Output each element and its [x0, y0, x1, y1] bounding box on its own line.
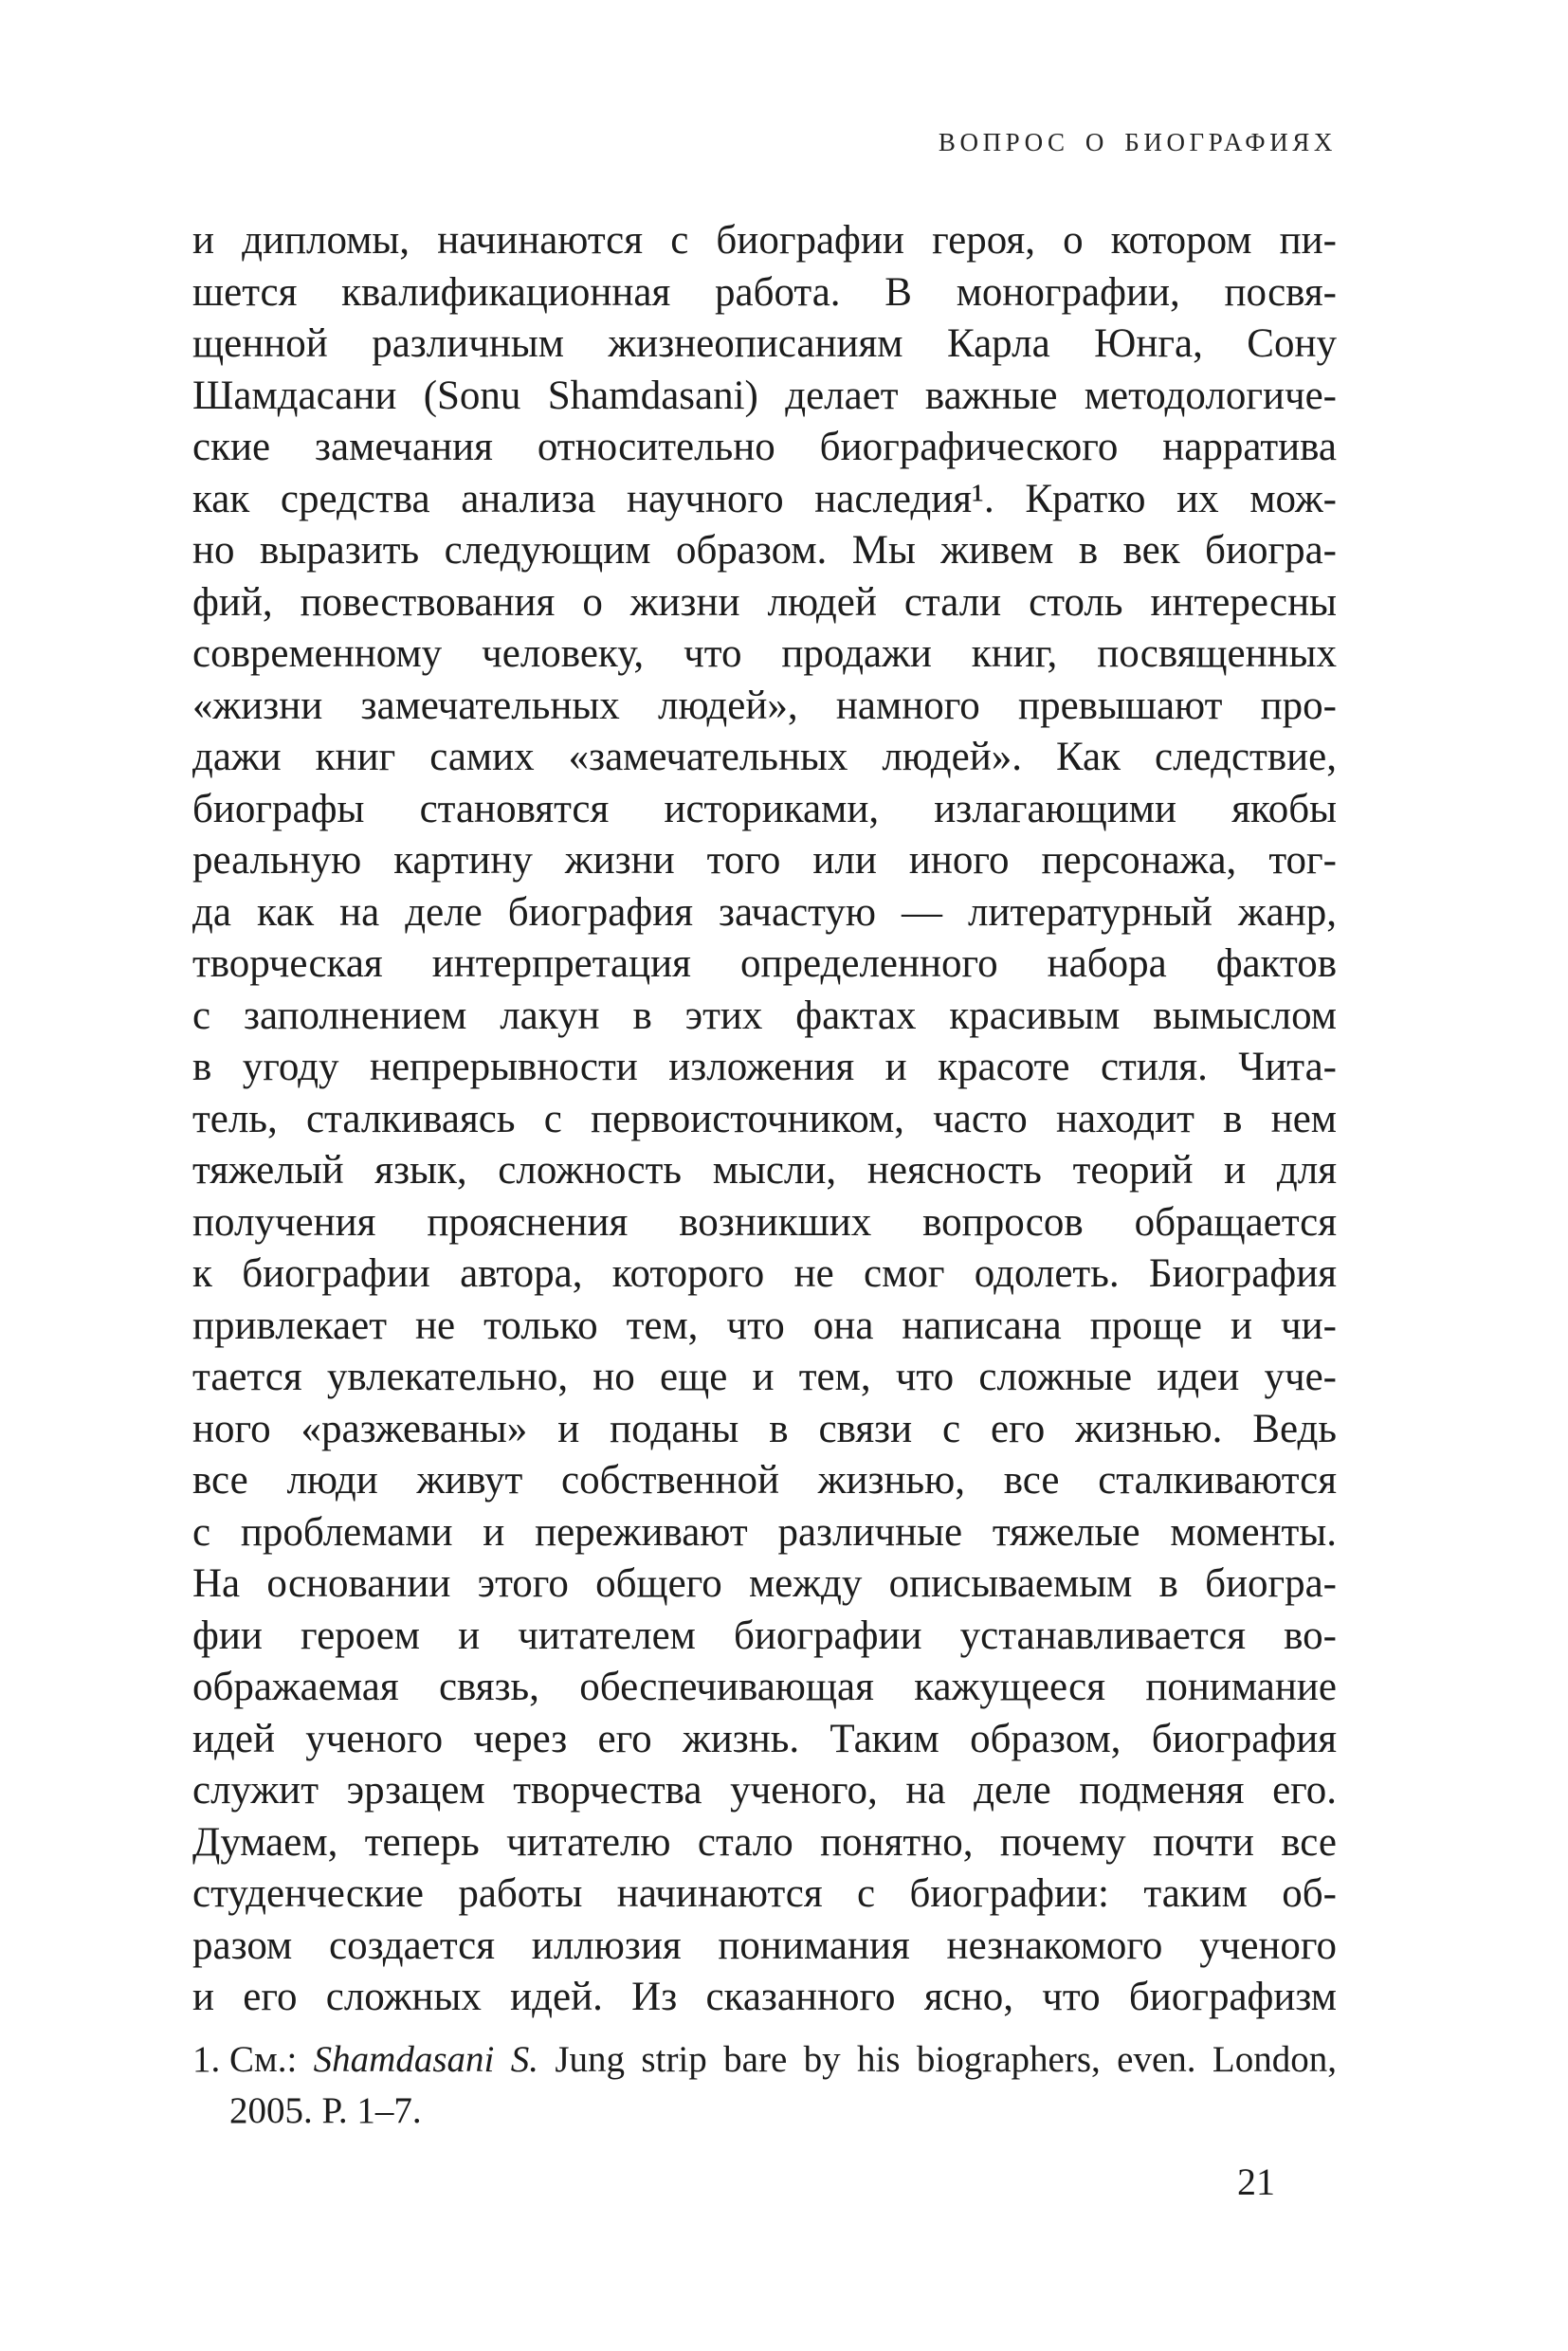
body-line: к биографии автора, которого не смог одолеть. Биография — [192, 1251, 1337, 1296]
footnote — [229, 2034, 1337, 2137]
body-line: да как на деле биография зачастую — литературный жанр, — [192, 889, 1337, 935]
body-line: привлекает не только тем, что она написана проще и чи- — [192, 1303, 1337, 1348]
body-line: тяжелый язык, сложность мысли, неясность теорий и для — [192, 1148, 1337, 1193]
body-line: современному человеку, что продажи книг, посвященных — [192, 631, 1337, 676]
body-line: и его сложных идей. Из сказанного ясно, что биографизм — [192, 1975, 1337, 2019]
body-line: идей ученого через его жизнь. Таким образом, биография — [192, 1716, 1337, 1761]
body-line: дажи книг самих «замечательных людей». Как следствие, — [192, 735, 1337, 779]
footnote-line — [229, 2034, 1337, 2086]
body-line: разом создается иллюзия понимания незнакомого ученого — [192, 1923, 1337, 1968]
body-line: все люди живут собственной жизнью, все сталкиваются — [192, 1458, 1337, 1503]
body-line: шется квалификационная работа. В монографии, посвя- — [192, 269, 1337, 315]
body-line: Шамдасани (Sonu Shamdasani) делает важные методологиче- — [192, 373, 1337, 418]
body-line: получения прояснения возникших вопросов обращается — [192, 1199, 1337, 1245]
body-line: студенческие работы начинаются с биографии: таким об- — [192, 1871, 1337, 1916]
body-line: ские замечания относительно биографического нарратива — [192, 425, 1337, 469]
body-line: Думаем, теперь читателю стало понятно, почему почти все — [192, 1819, 1337, 1865]
body-line: фии героем и читателем биографии устанавливается во- — [192, 1613, 1337, 1658]
running-head: ВОПРОС О БИОГРАФИЯХ — [938, 128, 1337, 156]
body-line: реальную картину жизни того или иного персонажа, тог- — [192, 838, 1337, 883]
body-line: но выразить следующим образом. Мы живем в век биогра- — [192, 528, 1337, 573]
body-line: щенной различным жизнеописаниям Карла Юнга, Сону — [192, 321, 1337, 366]
body-line: тается увлекательно, но еще и тем, что сложные идеи уче- — [192, 1355, 1337, 1399]
footnote-see-label: См.: — [229, 2039, 314, 2080]
body-line: с заполнением лакун в этих фактах красивым вымыслом — [192, 993, 1337, 1038]
body-line: служит эрзацем творчества ученого, на деле подменяя его. — [192, 1768, 1337, 1813]
body-line: с проблемами и переживают различные тяжелые моменты. — [192, 1509, 1337, 1555]
footnote-author: Shamdasani S. — [313, 2039, 538, 2080]
body-line: На основании этого общего между описываемым в биогра- — [192, 1561, 1337, 1606]
footnote-marker: 1. — [192, 2039, 221, 2080]
page-number: 21 — [1237, 2160, 1275, 2203]
body-line: тель, сталкиваясь с первоисточником, часто находит в нем — [192, 1096, 1337, 1141]
body-line: фий, повествования о жизни людей стали столь интересны — [192, 579, 1337, 625]
footnote-line: 2005. P. 1–7. — [229, 2090, 422, 2131]
body-text — [192, 215, 1337, 2024]
body-line: как средства анализа научного наследия¹. Кратко их мож- — [192, 476, 1337, 521]
body-line: в угоду непрерывности изложения и красоте стиля. Чита- — [192, 1045, 1337, 1089]
footnote-reference-text: Jung strip bare by his biographers, even. London, — [538, 2039, 1337, 2080]
body-line: и дипломы, начинаются с биографии героя, о котором пи- — [192, 218, 1337, 263]
body-line: ного «разжеваны» и поданы в связи с его жизнью. Ведь — [192, 1406, 1337, 1451]
body-line: ображаемая связь, обеспечивающая кажущееся понимание — [192, 1665, 1337, 1709]
body-line: творческая интерпретация определенного набора фактов — [192, 941, 1337, 986]
body-line: «жизни замечательных людей», намного превышают про- — [192, 683, 1337, 728]
body-line: биографы становятся историками, излагающими якобы — [192, 786, 1337, 831]
